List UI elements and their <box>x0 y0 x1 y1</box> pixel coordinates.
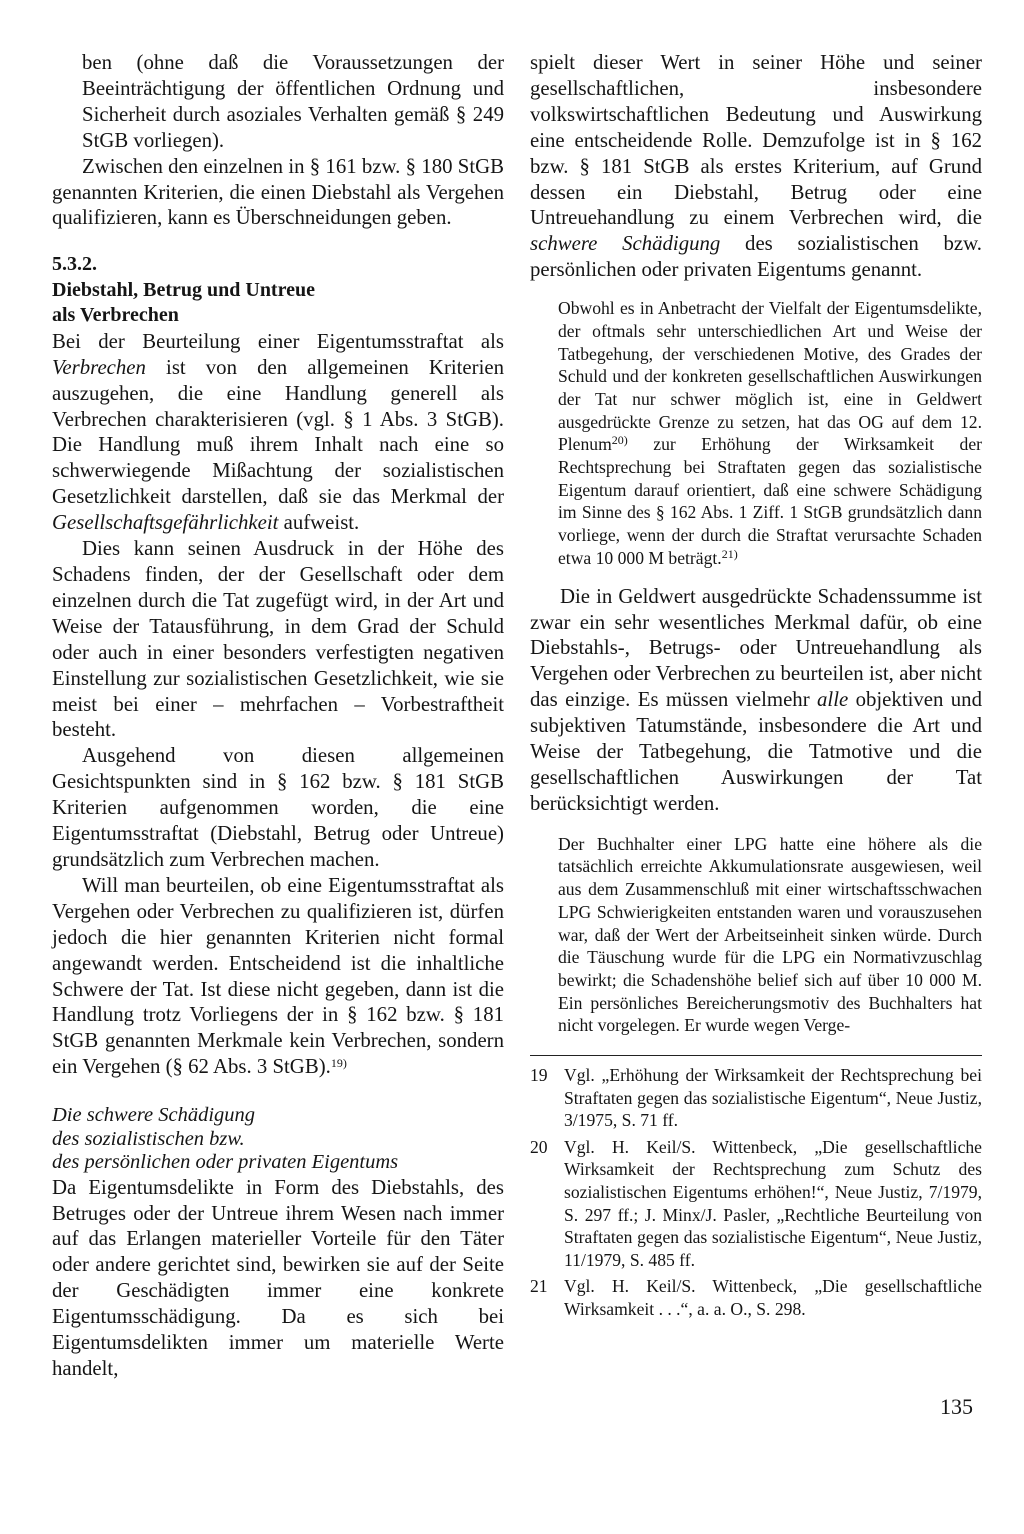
footnote-ref-19: 19) <box>330 1056 347 1071</box>
footnote <box>530 1275 982 1320</box>
paragraph-damage-expression: Dies kann seinen Ausdruck in der Höhe des Schadens finden, der der Gesellschaft oder dem einzelnen durch die Tat zugefügt wird, in der Art und Weise der Tatausführung, in dem Grad der Schuld oder auch in einer besonders verfestigten negativen Einstellung zur sozialistischen Gesetzlichkeit, wie sie meist bei einer – mehrfachen – Vorbestraftheit besteht. <box>52 537 504 742</box>
paragraph-qualification: Will man beurteilen, ob eine Eigentumsstraftat als Vergehen oder Verbrechen zu qualifizieren ist, dürfen jedoch die hier genannten Kriterien nicht formal angewandt werden. Entscheidend ist die inhaltliche Schwere der Tat. Ist diese nicht gegeben, dann ist die Handlung trotz Vorliegens der in § 162 bzw. § 181 StGB genannten Merkmale kein Verbrechen, sondern ein Vergehen (§ 62 Abs. 3 StGB).$^{19)}$ <box>52 873 504 1079</box>
section-title-line-1: Diebstahl, Betrug und Untreue <box>52 278 315 301</box>
subheading-severe-damage: Die schwere Schädigung des sozialistischen bzw. des persönlichen oder privaten Eigentums <box>52 1104 399 1174</box>
right-column <box>530 50 982 1325</box>
footnote <box>530 1136 982 1272</box>
footnote-text: Vgl. H. Keil/S. Wittenbeck, „Die gesellschaftliche Wirksamkeit der Rechtsprechung zum Schutz des sozialistischen Eigentums erhöhen!“, Neue Justiz, 7/1979, S. 297 ff.; J. Minx/J. Pasler, „Rechtliche Beurteilung von Straftaten gegen das sozialistische Eigentum“, Neue Justiz, 11/1979, S. 485 ff. <box>564 1136 982 1270</box>
footnote-number: 21 <box>530 1276 548 1297</box>
paragraph-value-role: spielt dieser Wert in seiner Höhe und seiner gesellschaftlichen, insbesondere volkswirtschaftlichen Bedeutung und Auswirkung eine entscheidende Rolle. Demzufolge ist in § 162 bzw. § 181 StGB als erstes Kriterium, auf Grund dessen ein Diebstahl, Betrug oder eine Untreuehandlung zu einem Verbrechen wird, die schwere Schädigung des sozialistischen bzw. persönlichen oder privaten Eigentums genannt. <box>530 51 982 282</box>
section-heading <box>52 252 504 329</box>
paragraph-overlap-criteria: Zwischen den einzelnen in § 161 bzw. § 180 StGB genannten Kriterien, die einen Diebstahl als Vergehen qualifizieren, kann es Überschneidungen geben. <box>52 154 504 230</box>
page-number: 135 <box>940 1394 973 1419</box>
footnotes <box>530 1064 982 1321</box>
footnote-ref-20: 20) <box>611 433 628 448</box>
continued-paragraph: ben (ohne daß die Voraussetzungen der Beeinträchtigung der öffentlichen Ordnung und Sicherheit durch asoziales Verhalten gemäß § 249 StGB vorliegen). <box>82 51 504 152</box>
paragraph-criteria-included: Ausgehend von diesen allgemeinen Gesichtspunkten sind in § 162 bzw. § 181 StGB Kriterien aufgenommen worden, die eine Eigentumsstraftat (Diebstahl, Betrug oder Untreue) grundsätzlich zum Verbrechen machen. <box>52 744 504 871</box>
footnote-number: 19 <box>530 1065 548 1086</box>
paragraph-damage-sum: Die in Geldwert ausgedrückte Schadenssumme ist zwar ein sehr wesentliches Merkmal dafür, ob eine Diebstahls-, Betrugs- oder Untreuehandlung als Vergehen oder Verbrechen zu beurteilen ist, aber nicht das einzige. Es müssen vielmehr alle objektiven und subjektiven Tatumstände, insbesondere die Art und Weise der Tatbegehung, die Tatmotive und die gesellschaftlichen Auswirkungen der Tat berücksichtigt werden. <box>530 584 982 815</box>
example-lpg-accountant: Der Buchhalter einer LPG hatte eine höhere als die tatsächlich erreichte Akkumulationsrate ausgewiesen, weil aus dem Zusammenschluß mit einer wirtschaftsschwachen LPG Schwierigkeiten entstanden waren und vorauszusehen war, daß der Wert der Arbeitseinheit sinken würde. Durch die Täuschung wurde für die LPG ein Normativzuschlag bewirkt; die Schadenshöhe belief sich auf über 10 000 M. Ein persönliches Bereicherungsmotiv des Buchhalters hat nicht vorgelegen. Er wurde wegen Verge- <box>558 833 982 1036</box>
footnote-text: Vgl. „Erhöhung der Wirksamkeit der Rechtsprechung bei Straftaten gegen das sozialistische Eigentum“, Neue Justiz, 3/1975, S. 71 ff. <box>564 1065 982 1131</box>
footnote-number: 20 <box>530 1136 548 1157</box>
footnote-divider <box>530 1055 982 1056</box>
footnote <box>530 1064 982 1132</box>
section-number: 5.3.2. <box>52 253 97 276</box>
footnote-ref-21: 21) <box>721 546 738 561</box>
footnote-text: Vgl. H. Keil/S. Wittenbeck, „Die gesellschaftliche Wirksamkeit . . .“, a. a. O., S. 298. <box>564 1276 982 1320</box>
section-title-line-2: als Verbrechen <box>52 304 179 327</box>
example-og-plenum: Obwohl es in Anbetracht der Vielfalt der Eigentumsdelikte, der oftmals sehr unterschiedlichen Art und Weise der Tatbegehung, der verschiedenen Motive, des Grades der Schuld und der konkreten gesellschaftlichen Auswirkungen der Tat nur schwer möglich ist, eine in Geldwert ausgedrückte Grenze zu setzen, hat das OG auf dem 12. Plenum$^{20)}$ zur Erhöhung der Wirksamkeit der Rechtsprechung bei Straftaten gegen das sozialistische Eigentum darauf orientiert, daß eine schwere Schädigung im Sinne des § 162 Abs. 1 Ziff. 1 StGB grundsätzlich dann vorliege, wenn der durch die Straftat verursachte Schaden etwa 10 000 M beträgt.$^{21)}$ <box>558 298 982 568</box>
left-column <box>52 50 504 1382</box>
paragraph-crime-criteria: Bei der Beurteilung einer Eigentumsstraftat als Verbrechen ist von den allgemeinen Kriterien auszugehen, die eine Handlung generell als Verbrechen charakterisieren (vgl. § 1 Abs. 3 StGB). Die Handlung muß ihrem Inhalt nach eine so schwerwiegende Mißachtung der sozialistischen Gesetzlichkeit darstellen, daß sie das Merkmal der Gesellschaftsgefährlichkeit aufweist. <box>52 329 504 535</box>
paragraph-property-offences: Da Eigentumsdelikte in Form des Diebstahls, des Betruges oder der Untreue ihrem Wesen nach immer auf das Erlangen materieller Vorteile für den Täter oder andere gerichtet sind, bewirken sie auf der Seite der Geschädigten immer eine konkrete Eigentumsschädigung. Da es sich bei Eigentumsdelikten immer um materielle Werte handelt, <box>52 1175 504 1380</box>
